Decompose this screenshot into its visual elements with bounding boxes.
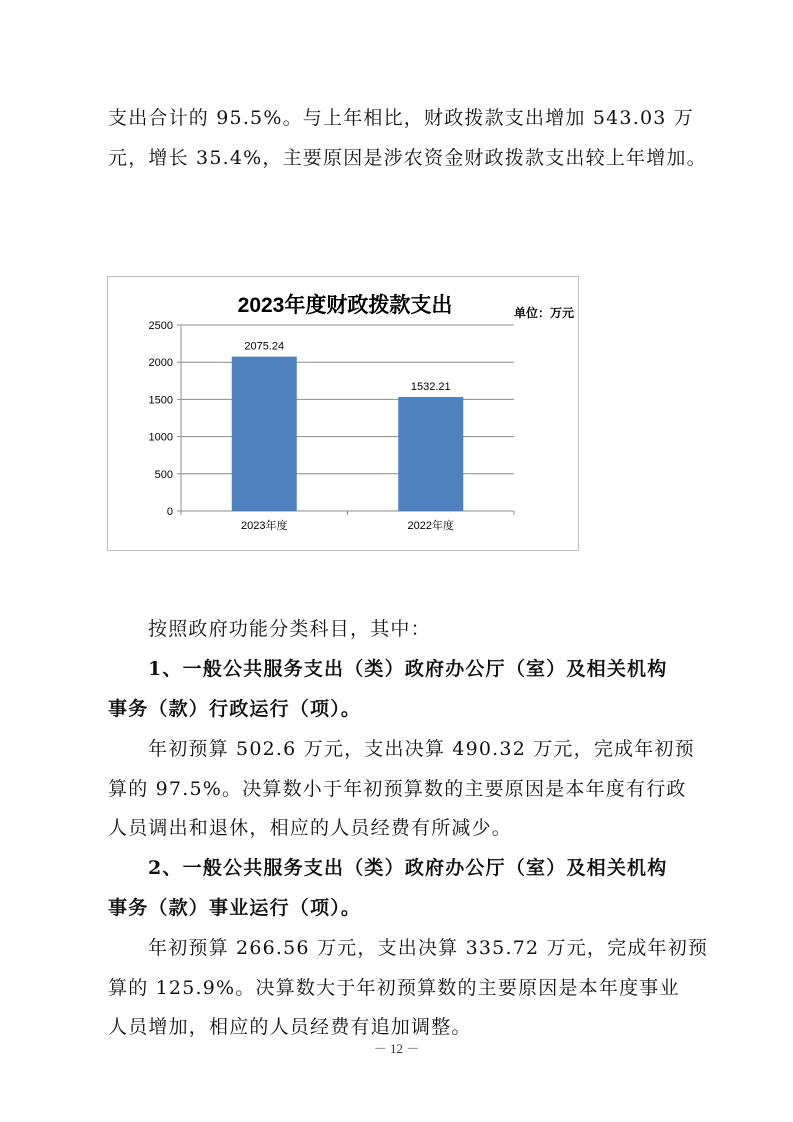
intro-text: 按照政府功能分类科目，其中： bbox=[148, 618, 431, 640]
y-tick-label: 1000 bbox=[148, 431, 173, 444]
x-tick-label: 2023年度 bbox=[241, 520, 288, 532]
bar bbox=[232, 357, 297, 511]
paragraph-line: 支出合计的 95.5%。与上年相比，财政拨款支出增加 543.03 万 bbox=[108, 107, 694, 129]
grid-lines bbox=[181, 325, 514, 474]
section-heading: 事务（款）行政运行（项）。 bbox=[108, 698, 362, 720]
section-body: 年初预算 266.56 万元，支出决算 335.72 万元，完成年初预 bbox=[148, 937, 709, 959]
y-tick-label: 2500 bbox=[148, 320, 173, 332]
y-tick-label: 500 bbox=[154, 468, 173, 481]
section-heading: 2、一般公共服务支出（类）政府办公厅（室）及相关机构 bbox=[148, 857, 668, 879]
bar-value-label: 1532.21 bbox=[410, 381, 451, 394]
section-body: 算的 97.5%。决算数小于年初预算数的主要原因是本年度有行政 bbox=[108, 778, 687, 800]
section-body: 人员调出和退休，相应的人员经费有所减少。 bbox=[108, 817, 513, 839]
y-tick-label: 2000 bbox=[148, 357, 173, 370]
section-heading: 1、一般公共服务支出（类）政府办公厅（室）及相关机构 bbox=[148, 658, 668, 680]
page-number: － 12 － bbox=[373, 1041, 420, 1056]
bar bbox=[398, 397, 463, 511]
section-heading: 事务（款）事业运行（项）。 bbox=[108, 897, 362, 919]
chart-unit-label: 单位：万元 bbox=[513, 306, 574, 320]
section-body: 年初预算 502.6 万元，支出决算 490.32 万元，完成年初预 bbox=[148, 738, 695, 760]
bars bbox=[232, 341, 464, 511]
bar-value-label: 2075.24 bbox=[244, 340, 285, 353]
paragraph-line: 元，增长 35.4%，主要原因是涉农资金财政拨款支出较上年增加。 bbox=[108, 147, 707, 169]
chart-svg bbox=[108, 277, 578, 550]
y-tick-label: 1500 bbox=[148, 394, 173, 407]
bar-chart bbox=[107, 276, 579, 551]
section-body: 算的 125.9%。决算数大于年初预算数的主要原因是本年度事业 bbox=[108, 977, 680, 999]
chart-title: 2023年度财政拨款支出 bbox=[237, 294, 453, 317]
x-tick-label: 2022年度 bbox=[407, 520, 454, 532]
y-tick-label: 0 bbox=[166, 506, 173, 518]
section-body: 人员增加，相应的人员经费有追加调整。 bbox=[108, 1016, 472, 1038]
